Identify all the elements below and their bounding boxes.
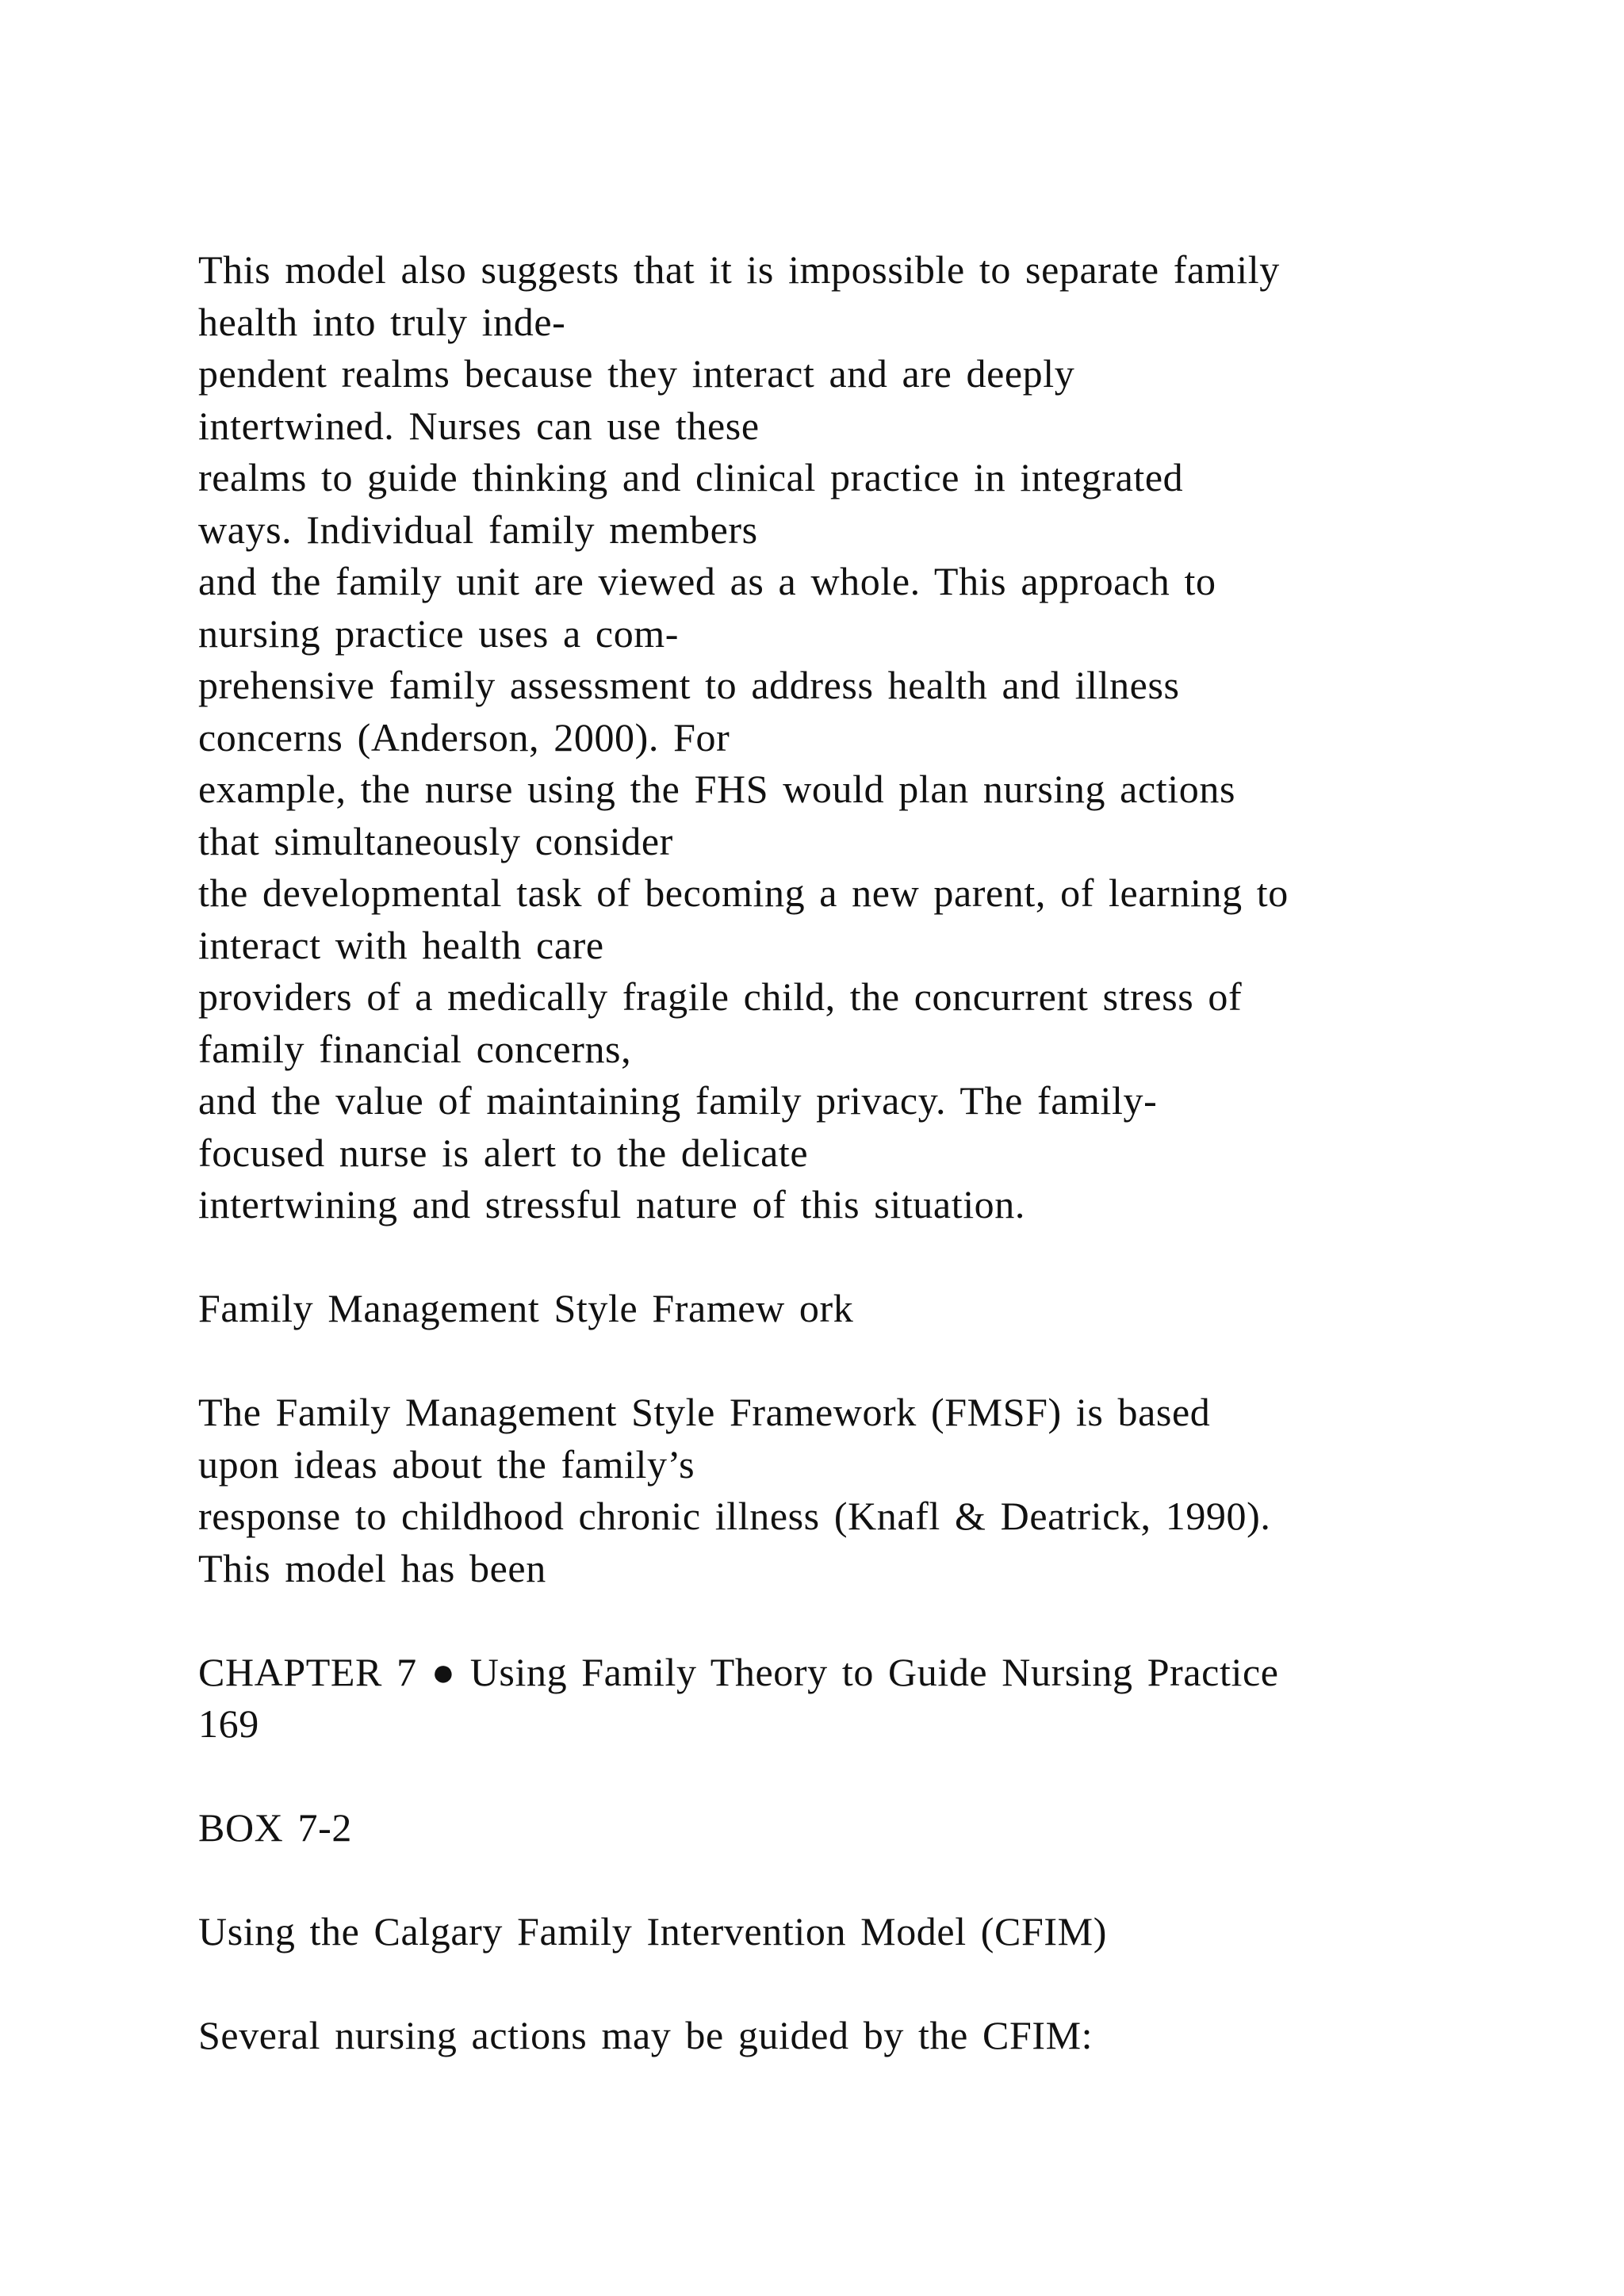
blank-line <box>198 1854 1546 1907</box>
blank-line <box>198 1594 1546 1647</box>
text-line: example, the nurse using the FHS would plan nursing actions <box>198 767 1236 811</box>
text-line: providers of a medically fragile child, the concurrent stress of <box>198 974 1243 1019</box>
text-line: pendent realms because they interact and are deeply <box>198 351 1075 396</box>
text-line: concerns (Anderson, 2000). For <box>198 714 730 760</box>
text-line: intertwined. Nurses can use these <box>198 403 760 448</box>
text-line: that simultaneously consider <box>198 818 673 863</box>
text-line: focused nurse is alert to the delicate <box>198 1130 809 1175</box>
text-line: and the value of maintaining family privacy. The family- <box>198 1078 1158 1123</box>
text-line: CHAPTER 7 ● Using Family Theory to Guide Nursing Practice <box>198 1649 1279 1694</box>
text-line: nursing practice uses a com- <box>198 610 680 656</box>
blank-line <box>198 1335 1546 1387</box>
text-line: ways. Individual family members <box>198 507 758 552</box>
text-line: and the family unit are viewed as a whole. This approach to <box>198 559 1216 603</box>
text-line: interact with health care <box>198 922 604 967</box>
blank-line <box>198 1751 1546 1803</box>
text-line: health into truly inde- <box>198 299 566 344</box>
text-line: BOX 7-2 <box>198 1805 352 1850</box>
text-line: the developmental task of becoming a new parent, of learning to <box>198 871 1289 915</box>
text-line: Using the Calgary Family Intervention Model (CFIM) <box>198 1909 1107 1954</box>
text-line: This model also suggests that it is impossible to separate family <box>198 247 1280 292</box>
text-line: upon ideas about the family’s <box>198 1441 695 1487</box>
text-line: realms to guide thinking and clinical practice in integrated <box>198 455 1184 499</box>
text-line: family financial concerns, <box>198 1026 632 1071</box>
text-line: Family Management Style Framew ork <box>198 1286 854 1330</box>
text-line: intertwining and stressful nature of this situation. <box>198 1182 1025 1226</box>
text-line: 169 <box>198 1701 259 1746</box>
blank-line <box>198 1231 1546 1284</box>
document-body <box>198 244 1546 2062</box>
text-line: prehensive family assessment to address health and illness <box>198 663 1180 707</box>
text-line: Several nursing actions may be guided by the CFIM: <box>198 2013 1094 2057</box>
text-line: This model has been <box>198 1545 546 1590</box>
text-line: response to childhood chronic illness (Knafl & Deatrick, 1990). <box>198 1494 1271 1538</box>
text-line: The Family Management Style Framework (FMSF) is based <box>198 1390 1211 1434</box>
blank-line <box>198 1958 1546 2011</box>
